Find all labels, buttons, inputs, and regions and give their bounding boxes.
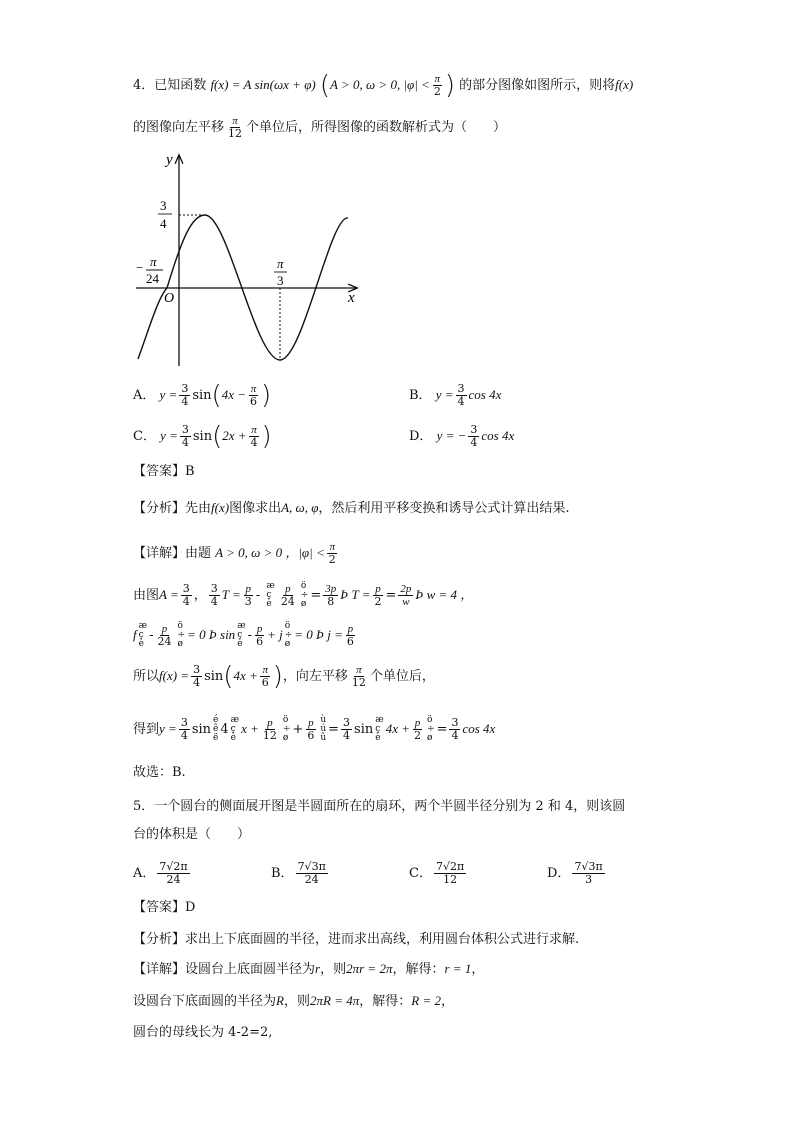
frac-num: 3p [325,583,337,595]
glyph: æ ç è [237,621,246,649]
q5-detail-3 [133,1023,272,1043]
q4-detail-0 [133,541,340,566]
frac-num: 3 [343,716,351,729]
frac-num: p [414,717,421,729]
q5-option-b[interactable] [271,861,330,886]
right-num: π [277,256,284,271]
q5-option-d[interactable] [547,861,607,886]
tag: 【分析】 [133,932,186,947]
eq: f(x) = [159,668,190,683]
max-den: 4 [160,216,167,231]
option-label: D． [409,429,433,444]
frac-num: 3 [451,716,459,729]
option-label: B． [271,866,294,881]
frac-num: 3 [181,382,189,395]
text: ，然后利用平移变换和诱导公式计算出结果. [318,501,570,516]
frac-den: 12 [262,729,277,742]
frac-num: 3 [470,423,478,436]
frac [260,664,271,689]
frac-num: 3 [181,423,189,436]
text: ，解得： [392,962,445,977]
option-label: D． [547,866,571,881]
eq: A = [159,587,179,602]
op: + [292,722,304,737]
tag: 【详解】 [133,962,186,977]
glyph: ö ÷ ø [427,715,435,743]
fx: f(x) [211,500,230,515]
frac [449,717,460,742]
left-neg: − [136,260,144,275]
paren-close: ) [261,421,272,452]
eq: T = [221,587,241,602]
q4-choose [133,763,186,783]
answer-value: D [185,900,196,915]
glyph: æ ç è [230,715,240,743]
q5-detail-2 [133,991,454,1012]
paren-close: ) [260,380,272,411]
pi-frac [249,424,260,449]
sine-graph [130,148,370,373]
glyph: æ ç è [138,621,148,649]
text: 圆台的母线长为 4-2=2, [133,1025,273,1040]
frac-den: 24 [280,595,295,608]
frac-den: 4 [470,436,478,449]
frac [261,717,279,742]
pi-frac [248,383,259,408]
condition: A > 0, ω > 0, |φ| < [330,77,430,92]
frac [412,717,423,742]
option-d[interactable] [409,424,514,449]
q5-option-c[interactable] [409,861,468,886]
option-label: A． [133,866,156,881]
frac [323,583,338,608]
q4-detail-3 [133,661,435,692]
q4-detail-1 [133,582,473,609]
q5-stem-line2 [133,825,250,845]
text: ，则 [320,962,347,977]
stem-text: 一个圆台的侧面展开图是半圆面所在的扇环，两个半圆半径分别为 2 和 4，则该圆 [154,799,626,814]
frac-num: π [356,664,362,676]
frac [434,861,466,886]
frac-den: 4 [250,436,258,449]
paren-open: ( [212,421,223,452]
op: - [247,628,253,643]
fn: sin [204,669,224,684]
paren-close: ) [272,661,283,692]
tag: 【答案】 [133,464,186,479]
op: = [310,588,322,603]
q5-stem-line1 [133,797,625,817]
glyph: æ ç è [266,581,275,609]
frac-num: π [250,383,257,395]
glyph: ö ÷ ø [300,581,309,609]
paren-close: ) [444,70,455,101]
right-den: 3 [277,273,284,288]
glyph: æ ç è [375,715,384,743]
fn: sin [192,429,213,444]
frac [350,664,368,689]
arg: 2x + [222,428,247,443]
frac-num: p [161,623,168,635]
frac [243,583,254,608]
paren-open: ( [319,70,331,101]
stem-text: 已知函数 [154,78,207,93]
text: 图像求出 [229,501,282,516]
glyph: ö ÷ ø [282,715,291,743]
option-label: C． [409,866,432,881]
fx: f(x) [615,77,634,92]
text: 得到 [133,722,160,737]
text: 设圆台上底面圆半径为 [185,962,316,977]
vars: A, ω, φ [281,500,319,515]
glyph: ö ÷ ø [177,621,186,649]
op: - [255,588,261,603]
frac-den: 6 [249,395,257,408]
frac-den: 4 [181,395,189,408]
coef [456,383,467,408]
fn: f [133,627,137,642]
frac-den: 12 [228,127,243,140]
function-def: f(x) = A sin(ωx + φ) [210,77,316,92]
var: r [315,961,321,976]
frac-den: 2 [414,729,422,742]
frac-den: 24 [166,873,181,886]
frac-den: 4 [181,436,189,449]
text: 由题 [185,546,212,561]
frac-den: 6 [256,635,264,648]
q5-analysis [133,930,579,950]
arg: 4x − [221,387,246,402]
text: 故选：B. [133,765,186,780]
op: = [385,588,397,603]
frac-den: 6 [261,676,269,689]
frac [179,717,190,742]
q5-option-a[interactable] [133,861,192,886]
expr: y = − [436,428,467,443]
y-label: y [166,152,173,168]
arg: 4x + [233,668,258,683]
text: ， [471,962,485,977]
frac-den: 4 [343,729,351,742]
frac [157,861,189,886]
glyph: ù ú û [320,715,327,743]
frac-den: 3 [585,873,593,886]
answer-value: B [185,464,195,479]
option-label: A． [133,388,156,403]
text: 求出上下底面圆的半径，进而求出高线，利用圆台体积公式进行求解. [185,932,580,947]
frac-num: π [329,541,335,553]
op: + j [267,627,283,642]
frac-num: π [251,424,257,436]
stem-text: 的部分图像如图所示，则将 [459,78,616,93]
expr: y = [159,387,178,402]
op: = [436,722,448,737]
frac-num: 7√2π [159,860,188,873]
expr: y = [160,428,178,443]
stem-text: 个单位后，所得图像的函数解析式为（ ） [246,120,507,135]
coef [180,424,191,449]
frac-num: π [262,664,268,676]
paren-open: ( [211,380,222,411]
expr-rest: cos 4x [481,428,515,443]
eq: Þ w = 4 ， [415,587,474,602]
arg: 4x + [385,721,411,736]
frac-num: 7√3π [297,860,326,873]
option-c[interactable] [133,421,272,452]
stem-text: 的图像向左平移 [133,120,225,135]
frac-den: 3 [244,595,252,608]
coef [468,424,479,449]
frac-num: p [285,583,291,595]
frac [305,717,316,742]
eq: 2πr = 2π [346,961,393,976]
frac-den: 12 [351,676,366,689]
fn: sin [192,388,212,403]
expr: y = [435,387,454,402]
frac-den: 4 [193,676,201,689]
frac-num: 7√3π [574,860,603,873]
option-b[interactable] [409,383,501,408]
q4-detail-4 [133,716,495,743]
frac-num: 3 [193,663,201,676]
frac [156,623,174,648]
option-a[interactable] [133,380,272,411]
frac-num: π [434,73,441,85]
q4-answer [133,462,195,482]
frac-num: 3 [180,716,188,729]
frac-num: 3 [210,582,218,595]
frac [296,861,328,886]
x-label: x [348,290,355,306]
arg: x + [241,721,259,736]
tag: 【分析】 [133,501,186,516]
eq: Þ T = [340,587,371,602]
cond: A > 0, ω > 0 ，|φ| < [215,545,325,560]
q5-answer [133,898,195,918]
frac [345,623,356,648]
frac-num: 3 [457,382,465,395]
frac-num: 2p [400,583,412,595]
frac [572,861,604,886]
pi-over-two [432,73,443,98]
frac-num: p [347,623,354,635]
fn: sin [191,722,212,737]
frac [209,583,220,608]
option-label: B． [409,388,432,403]
frac-den: 24 [157,635,172,648]
frac-den: w [402,596,410,608]
coef: 4 [220,722,229,737]
max-num: 3 [160,198,167,213]
paren-open: ( [223,661,234,692]
frac-den: 8 [327,595,335,608]
frac-den: 2 [374,595,382,608]
tag: 【答案】 [133,900,186,915]
frac [372,583,383,608]
eq: = 0 Þ j = [294,627,343,642]
q4-stem-line2 [133,115,506,140]
frac-den: 4 [180,729,188,742]
frac-num: 7√2π [435,860,465,873]
left-den: 24 [146,271,159,286]
pi-over-two [327,541,338,566]
text: 所以 [133,669,160,684]
frac [181,583,192,608]
left-num: π [150,254,157,269]
expr-rest: cos 4x [468,387,502,402]
stem-text: 台的体积是（ ） [133,827,251,842]
op: - [149,628,154,643]
glyph: ö ÷ ø [284,621,293,649]
question-number: 4． [133,78,155,93]
frac-den: 12 [443,873,458,886]
frac-den: 4 [182,595,190,608]
text: 由图 [133,588,160,603]
text: ， [193,588,207,603]
frac-den: 24 [304,873,319,886]
frac-num: p [375,583,381,595]
eq: r = 1 [444,961,472,976]
q4-stem-line1 [133,70,634,101]
frac [279,583,297,608]
frac [191,664,202,689]
eq: y = [159,721,177,736]
tag: 【详解】 [133,546,186,561]
text: ，解得： [359,994,412,1009]
q4-analysis [133,498,570,519]
q4-detail-2 [133,622,358,649]
eq: 2πR = 4π [309,993,360,1008]
glyph: é ê ë [213,715,219,743]
text: 先由 [185,501,212,516]
frac [398,583,413,608]
frac-num: p [256,623,263,635]
eq: R = 2 [411,993,441,1008]
frac [341,717,352,742]
frac-den: 6 [307,729,315,742]
frac-den: 2 [433,85,441,98]
eq: = 0 Þ sin [187,627,236,642]
frac-num: p [308,717,314,729]
frac-den: 6 [346,635,354,648]
pi-over-twelve [226,115,244,140]
option-label: C． [133,429,156,444]
question-number: 5． [133,799,155,814]
frac-den: 4 [457,395,465,408]
origin-label: O [164,291,175,306]
text: 设圆台下底面圆的半径为 [133,994,277,1009]
text: 个单位后， [369,669,435,684]
frac-num: π [232,115,238,127]
text: ，向左平移 [282,669,348,684]
frac-num: 3 [182,582,190,595]
frac-den: 4 [210,595,218,608]
var: R [276,993,284,1008]
expr-end: cos 4x [462,721,496,736]
frac-den: 4 [451,729,459,742]
frac-num: p [267,717,273,729]
fn: sin [354,722,374,737]
text: ，则 [283,994,310,1009]
op: = [328,722,340,737]
text: ， [440,994,454,1009]
frac-num: p [245,583,252,595]
q5-detail-1 [133,959,484,980]
frac-den: 2 [328,553,336,566]
coef [179,383,190,408]
frac [254,623,265,648]
